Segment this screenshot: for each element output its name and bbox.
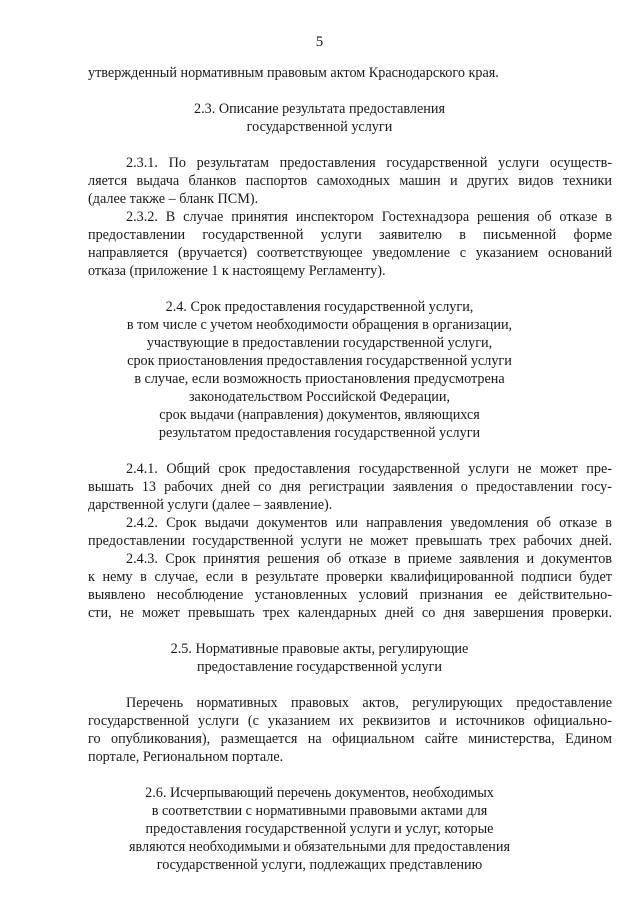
text-line: к нему в случае, если в результате проверки квалифицированной подписи будет bbox=[88, 569, 612, 585]
section-heading: в том числе с учетом необходимости обращения в организации, bbox=[126, 317, 513, 333]
text-line: 2.4.1. Общий срок предоставления государственной услуги не может пре- bbox=[126, 461, 612, 477]
text-line: 2.4.3. Срок принятия решения об отказе в приеме заявления и документов bbox=[126, 551, 612, 567]
section-heading: 2.5. Нормативные правовые акты, регулирующие bbox=[170, 641, 469, 657]
section-heading: в случае, если возможность приостановления предусмотрена bbox=[134, 371, 505, 387]
text-line: портале, Региональном портале. bbox=[88, 749, 284, 765]
text-line: утвержденный нормативным правовым актом Краснодарского края. bbox=[88, 65, 499, 81]
section-heading: в соответствии с нормативными правовыми актами для bbox=[151, 803, 488, 819]
text-line: отказа (приложение 1 к настоящему Регламенту). bbox=[88, 263, 386, 279]
text-line: выявлено несоблюдение установленных условий признания ее действительно- bbox=[88, 587, 612, 603]
text-line: 2.4.2. Срок выдачи документов или направления уведомления об отказе в bbox=[126, 515, 612, 531]
section-heading: 2.6. Исчерпывающий перечень документов, необходимых bbox=[145, 785, 494, 801]
section-heading: срок приостановления предоставления государственной услуги bbox=[127, 353, 512, 369]
text-line: 2.3.1. По результатам предоставления государственной услуги осуществ- bbox=[126, 155, 612, 171]
section-heading: срок выдачи (направления) документов, являющихся bbox=[159, 407, 480, 423]
section-heading: предоставление государственной услуги bbox=[197, 659, 442, 675]
section-heading: государственной услуги bbox=[246, 119, 393, 135]
section-heading: результатом предоставления государственной услуги bbox=[158, 425, 481, 441]
section-heading: предоставления государственной услуги и услуг, которые bbox=[145, 821, 494, 837]
text-line: Перечень нормативных правовых актов, регулирующих предоставление bbox=[126, 695, 612, 711]
page-number: 5 bbox=[315, 34, 324, 50]
section-heading: 2.3. Описание результата предоставления bbox=[194, 101, 445, 117]
text-line: го опубликования), размещается на официальном сайте министерства, Едином bbox=[88, 731, 612, 747]
text-line: предоставлении государственной услуги не может превышать трех рабочих дней. bbox=[88, 533, 612, 549]
text-line: ляется выдача бланков паспортов самоходных машин и других видов техники bbox=[88, 173, 612, 189]
text-line: сти, не может превышать трех календарных дней со дня завершения проверки. bbox=[88, 605, 612, 621]
section-heading: являются необходимыми и обязательными для предоставления bbox=[129, 839, 510, 855]
section-heading: государственной услуги, подлежащих представлению bbox=[156, 857, 483, 873]
text-line: государственной услуги (с указанием их реквизитов и источников официально- bbox=[88, 713, 612, 729]
text-line: направляется (вручается) соответствующее уведомление с указанием оснований bbox=[88, 245, 612, 261]
section-heading: законодательством Российской Федерации, bbox=[188, 389, 451, 405]
text-line: (далее также – бланк ПСМ). bbox=[88, 191, 259, 207]
text-line: дарственной услуги (далее – заявление). bbox=[88, 497, 333, 513]
text-line: предоставлении государственной услуги заявителю в письменной форме bbox=[88, 227, 612, 243]
section-heading: 2.4. Срок предоставления государственной услуги, bbox=[165, 299, 474, 315]
text-line: вышать 13 рабочих дней со дня регистрации заявления о предоставлении госу- bbox=[88, 479, 612, 495]
text-line: 2.3.2. В случае принятия инспектором Гостехнадзора решения об отказе в bbox=[126, 209, 612, 225]
section-heading: участвующие в предоставлении государственной услуги, bbox=[146, 335, 493, 351]
